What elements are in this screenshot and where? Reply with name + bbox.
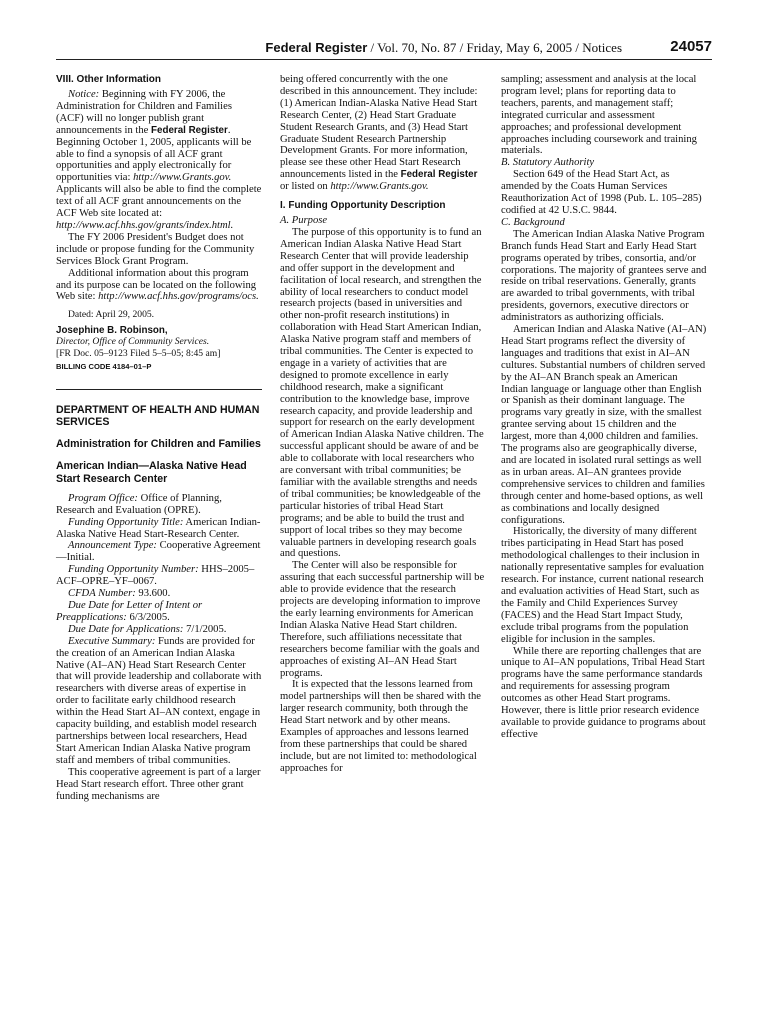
continuation-text: being offered concurrently with the one described in this announcement. They include: (1) American Indian-Alaska Native Head Start Research Center, (2) Head Start Graduate Student Research Grants, and (3) Head Start Graduate Student Research Partnership Development Grants. For more information, please see these other Head Start Research announcements listed in the	[280, 74, 478, 181]
signer-title	[56, 336, 262, 347]
program-office	[56, 493, 262, 517]
announcement-type-value: Cooperative Agreement—Initial.	[56, 540, 261, 564]
column-3	[501, 74, 707, 741]
subheading-background: C. Background	[501, 216, 565, 228]
funding-number-value: HHS–2005–ACF–OPRE–YF–0067.	[56, 564, 255, 588]
signer-name-text: Josephine B. Robinson,	[56, 324, 168, 336]
notice-text-2: . Beginning October 1, 2005, applicants will be able to find a synopsis of all ACF grant opportunities and apply electronically for opportunities via:	[56, 124, 252, 184]
agency-heading: Administration for Children and Families	[56, 438, 261, 451]
billing-code: BILLING CODE 4184–01–P	[56, 361, 152, 371]
program-office-value: Office of Planning, Research and Evaluation (OPRE).	[56, 492, 222, 516]
notice-text-3: Applicants will also be able to find the complete text of all ACF grant announcements on the ACF Web site located at:	[56, 184, 262, 220]
continuation-paragraph	[280, 74, 486, 193]
subheading-statutory-authority: B. Statutory Authority	[501, 157, 595, 169]
announcement-type	[56, 540, 262, 564]
continuation-text-2: or listed on	[280, 181, 331, 193]
cooperative-agreement-paragraph: This cooperative agreement is part of a larger Head Start research effort. Three other grant funding mechanisms are	[56, 766, 261, 802]
due-date-applications-label: Due Date for Applications:	[68, 623, 184, 635]
funding-opportunity-number	[56, 564, 262, 588]
ocs-link[interactable]: http://www.acf.hhs.gov/programs/ocs.	[98, 291, 259, 303]
executive-summary-text: Funds are provided for the creation of an American Indian Alaska Native (AI–AN) Head Start Research Center that will provide leadership and collaborate with researchers with diverse areas of expertise in order to facilitate early childhood research within the Head Start AI–AN context, engage in capacity building, and establish model research partnerships between local researchers, Head Start American Indian Alaska Native program staff and members of tribal communities.	[56, 635, 262, 766]
center-paragraph: The Center will also be responsible for assuring that each successful partnership will be able to provide evidence that the research projects are developing information to improve the early learning environments for American Indian Alaska Native Head Start children. Therefore, such affiliations necessitate that researchers become familiar with the goals and approaches of existing AI–AN Head Start programs.	[280, 560, 485, 679]
federal-register-ref: Federal Register	[151, 124, 228, 136]
notice-paragraph	[56, 89, 262, 232]
notice-title: American Indian—Alaska Native Head Start Research Center	[56, 460, 247, 485]
additional-info-text: Additional information about this program and its purpose can be located on the following Web site:	[56, 267, 257, 303]
department-heading: DEPARTMENT OF HEALTH AND HUMAN SERVICES	[56, 403, 260, 429]
due-date-applications	[56, 624, 262, 636]
funding-number-label: Funding Opportunity Number:	[68, 564, 199, 576]
federal-register-ref-2: Federal Register	[400, 169, 478, 181]
background-paragraph-4: While there are reporting challenges that are unique to AI–AN populations, Tribal Head Start programs have the same performance standards and requirements for assessing program outcomes as other Head Start programs. However, there is little prior research evidence available to provide guidance to programs about effective	[501, 645, 706, 740]
funding-title-label: Funding Opportunity Title:	[68, 516, 184, 528]
register-name: Federal Register	[265, 40, 368, 55]
cfda-number	[56, 588, 262, 600]
column-2	[280, 74, 486, 775]
section-heading-other-info: VIII. Other Information	[56, 74, 162, 85]
background-paragraph-1: The American Indian Alaska Native Program Branch funds Head Start and Early Head Start programs operated by tribes, consortia, and/or corporations. The majority of grantees serve and reside on tribal reservations. Generally, grants are awarded to tribal governments, with tribal presidents, governors, executive directors or administrators as authorizing officials.	[501, 228, 707, 324]
grants-gov-link[interactable]: http://www.Grants.gov.	[133, 172, 232, 184]
signer-name	[56, 325, 262, 336]
program-office-label: Program Office:	[68, 492, 138, 504]
expected-paragraph: It is expected that the lessons learned from model partnerships will then be shared with the larger research community, both through the Head Start network and by other means. Examples of approaches and lessons learned from these partnerships that could be shared include, but are not limited to: methodological approaches for	[280, 679, 481, 774]
announcement-type-label: Announcement Type:	[68, 540, 157, 552]
column-1	[56, 74, 262, 802]
acf-grants-link[interactable]: http://www.acf.hhs.gov/grants/index.html.	[56, 219, 234, 231]
cfda-value: 93.600.	[135, 588, 171, 600]
page-header	[56, 40, 712, 60]
executive-summary	[56, 636, 262, 767]
notice-label: Notice:	[68, 89, 100, 100]
signer-title-text: Director, Office of Community Services.	[56, 336, 210, 348]
continuation-paragraph-3: sampling; assessment and analysis at the local program level; plans for reporting data to teachers, parents, and management staff; integrated curricular and assessment approaches; and professional development approaches including coursework and training materials.	[501, 74, 697, 157]
masthead-details: / Vol. 70, No. 87 / Friday, May 6, 2005 / Notices	[367, 40, 622, 55]
due-date-letter	[56, 600, 262, 624]
section-heading-funding-opportunity: I. Funding Opportunity Description	[280, 200, 446, 212]
due-date-applications-value: 7/1/2005.	[183, 623, 227, 635]
fr-doc-line: [FR Doc. 05–9123 Filed 5–5–05; 8:45 am]	[56, 347, 221, 359]
dated-line: Dated: April 29, 2005.	[68, 309, 155, 321]
section-divider	[56, 389, 262, 390]
grants-gov-link-2[interactable]: http://www.Grants.gov.	[330, 181, 429, 193]
cfda-label: CFDA Number:	[68, 588, 136, 600]
statutory-paragraph: Section 649 of the Head Start Act, as amended by the Coats Human Services Reauthorization Act of 1998 (Pub. L. 105–285) codified at 42 U.S.C. 9844.	[501, 169, 702, 216]
budget-paragraph: The FY 2006 President's Budget does not include or propose funding for the Community Services Block Grant Program.	[56, 231, 255, 267]
due-date-letter-value: 6/3/2005.	[126, 611, 170, 623]
masthead	[265, 40, 622, 56]
additional-info-paragraph	[56, 268, 262, 304]
background-paragraph-3: Historically, the diversity of many different tribes participating in Head Start has posed methodological challenges to their inclusion in nationally representative samples for evaluation research. For instance, current national research and evaluation activities of Head Start, such as the Family and Child Experiences Survey (FACES) and the Head Start Impact Study, exclude tribal programs from the population eligible for inclusion in the samples.	[501, 526, 704, 645]
background-paragraph-2: American Indian and Alaska Native (AI–AN) Head Start programs reflect the diversity of languages and traditions that exist in AI–AN cultures. Substantial numbers of children served by the AI–AN Branch speak an American Indian language or language other than English or Spanish as their dominant language. The programs vary greatly in size, with the smallest grantee serving about 15 children and the largest, more than 4,000 children and families. The programs also are geographically diverse, and are located in isolated rural settings as well as in urban areas. AI–AN grantees provide comprehensive services to children and families through center and home-based options, as well as combinations and locally designed configurations.	[501, 324, 707, 526]
notice-text: Beginning with FY 2006, the Administration for Children and Families (ACF) will no longer publish grant announcements in the	[56, 89, 232, 136]
page-number: 24057	[670, 38, 712, 55]
purpose-paragraph: The purpose of this opportunity is to fund an American Indian Alaska Native Head Start Research Center that will provide leadership and offer support in the development and facilitation of local research, and strengthen the ability of local researchers to conduct model research projects (based in universities and other non-profit research institutions) in collaboration with Head Start American Indian, Alaska Native program staff and members of tribal communities. The Center is expected to engage in a variety of activities that are designed to promote excellence in early childhood research, make a significant contribution to the knowledge base, improve research capacity, and provide leadership and support for research on the early development of American Indian Alaska Native children. The successful applicant should be aware of and be able to collaborate with local researchers who are conversant with tribal communities; be familiar with the available strengths and needs of tribal communities; be knowledgeable of the particular histories of tribal Head Start programs; and be able to build the trust and support of local tribes so they may become valuable partners in developing research goals and questions.	[280, 226, 484, 560]
due-date-letter-label: Due Date for Letter of Intent or Preapplications:	[56, 600, 203, 623]
funding-opportunity-title	[56, 517, 262, 541]
funding-title-value: American Indian-Alaska Native Head Start-Research Center.	[56, 516, 261, 540]
subheading-purpose: A. Purpose	[280, 215, 328, 227]
executive-summary-label: Executive Summary:	[68, 635, 156, 647]
